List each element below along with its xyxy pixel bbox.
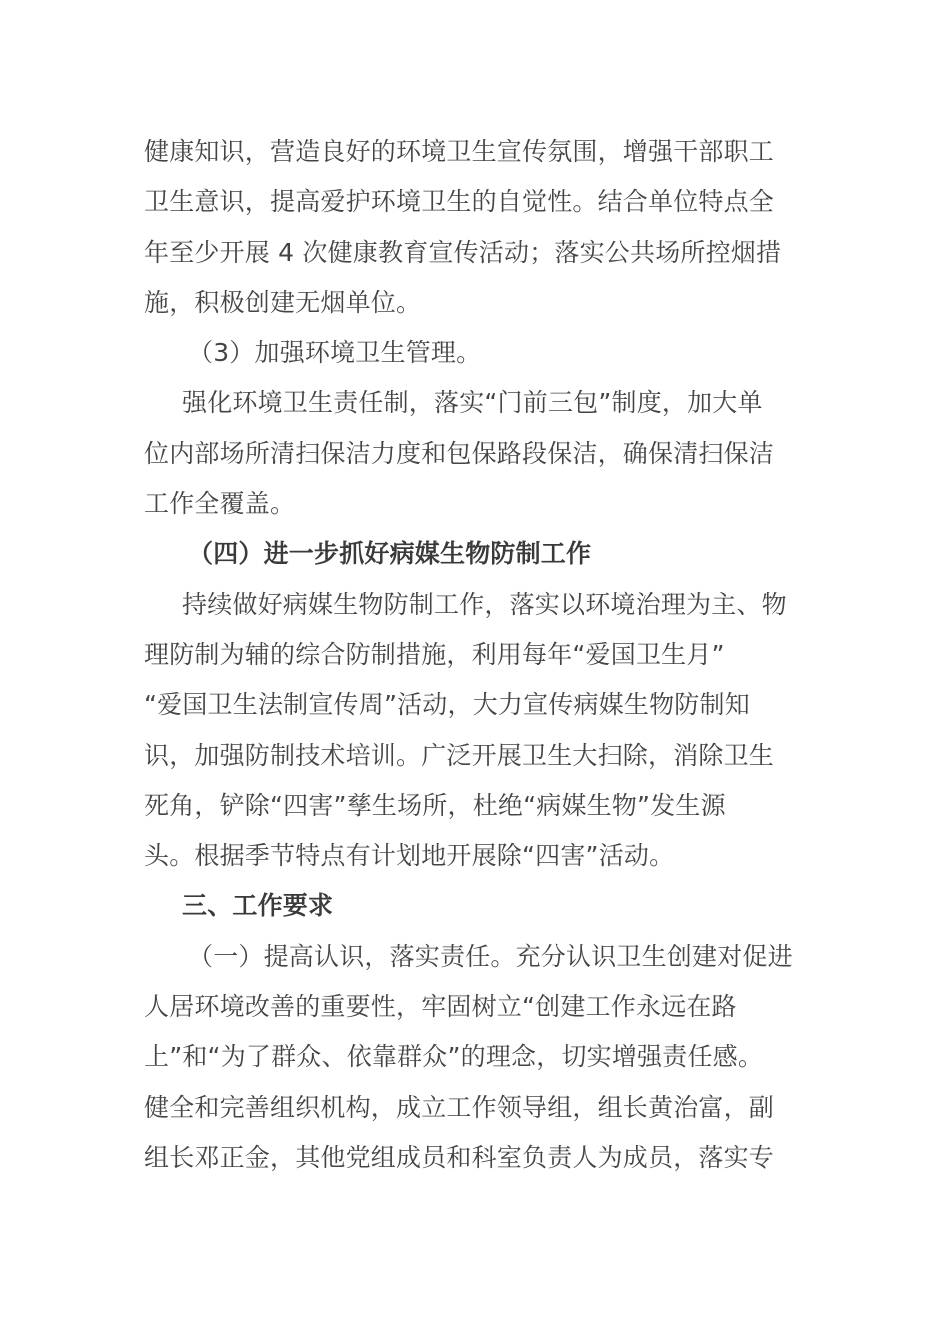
text-line: 死角，铲除“四害”孳生场所，杜绝“病媒生物”发生源 bbox=[144, 790, 726, 820]
paragraph-start: 强化环境卫生责任制，落实“门前三包”制度，加大单 bbox=[182, 388, 763, 418]
document-page bbox=[144, 127, 804, 1183]
text-line: 头。根据季节特点有计划地开展除“四害”活动。 bbox=[144, 841, 675, 871]
text-line: 识，加强防制技术培训。广泛开展卫生大扫除，消除卫生 bbox=[144, 740, 775, 770]
text-line: 上”和“为了群众、依靠群众”的理念，切实增强责任感。 bbox=[144, 1042, 764, 1072]
text-line: 施，积极创建无烟单位。 bbox=[144, 287, 422, 317]
paragraph-start: 持续做好病媒生物防制工作，落实以环境治理为主、物 bbox=[182, 589, 787, 619]
subheading-environment-management: （3）加强环境卫生管理。 bbox=[188, 338, 482, 368]
text-line: 健全和完善组织机构，成立工作领导组，组长黄治富，副 bbox=[144, 1092, 775, 1122]
text-line: 年至少开展 4 次健康教育宣传活动；落实公共场所控烟措 bbox=[144, 237, 782, 267]
text-line: 卫生意识，提高爱护环境卫生的自觉性。结合单位特点全 bbox=[144, 187, 775, 217]
text-line: 健康知识，营造良好的环境卫生宣传氛围，增强干部职工 bbox=[144, 137, 775, 166]
text-line: 人居环境改善的重要性，牢固树立“创建工作永远在路 bbox=[144, 992, 737, 1022]
text-line: 工作全覆盖。 bbox=[144, 489, 296, 519]
text-line: 理防制为辅的综合防制措施，利用每年“爱国卫生月” bbox=[144, 639, 725, 669]
text-line: 组长邓正金，其他党组成员和科室负责人为成员，落实专 bbox=[144, 1142, 775, 1172]
section-heading-work-requirements: 三、工作要求 bbox=[182, 891, 334, 921]
subheading-raise-awareness: （一）提高认识，落实责任。充分认识卫生创建对促进 bbox=[188, 941, 793, 971]
heading-vector-control: （四）进一步抓好病媒生物防制工作 bbox=[188, 539, 592, 569]
text-line: 位内部场所清扫保洁力度和包保路段保洁，确保清扫保洁 bbox=[144, 438, 775, 468]
text-line: “爱国卫生法制宣传周”活动，大力宣传病媒生物防制知 bbox=[144, 690, 750, 720]
